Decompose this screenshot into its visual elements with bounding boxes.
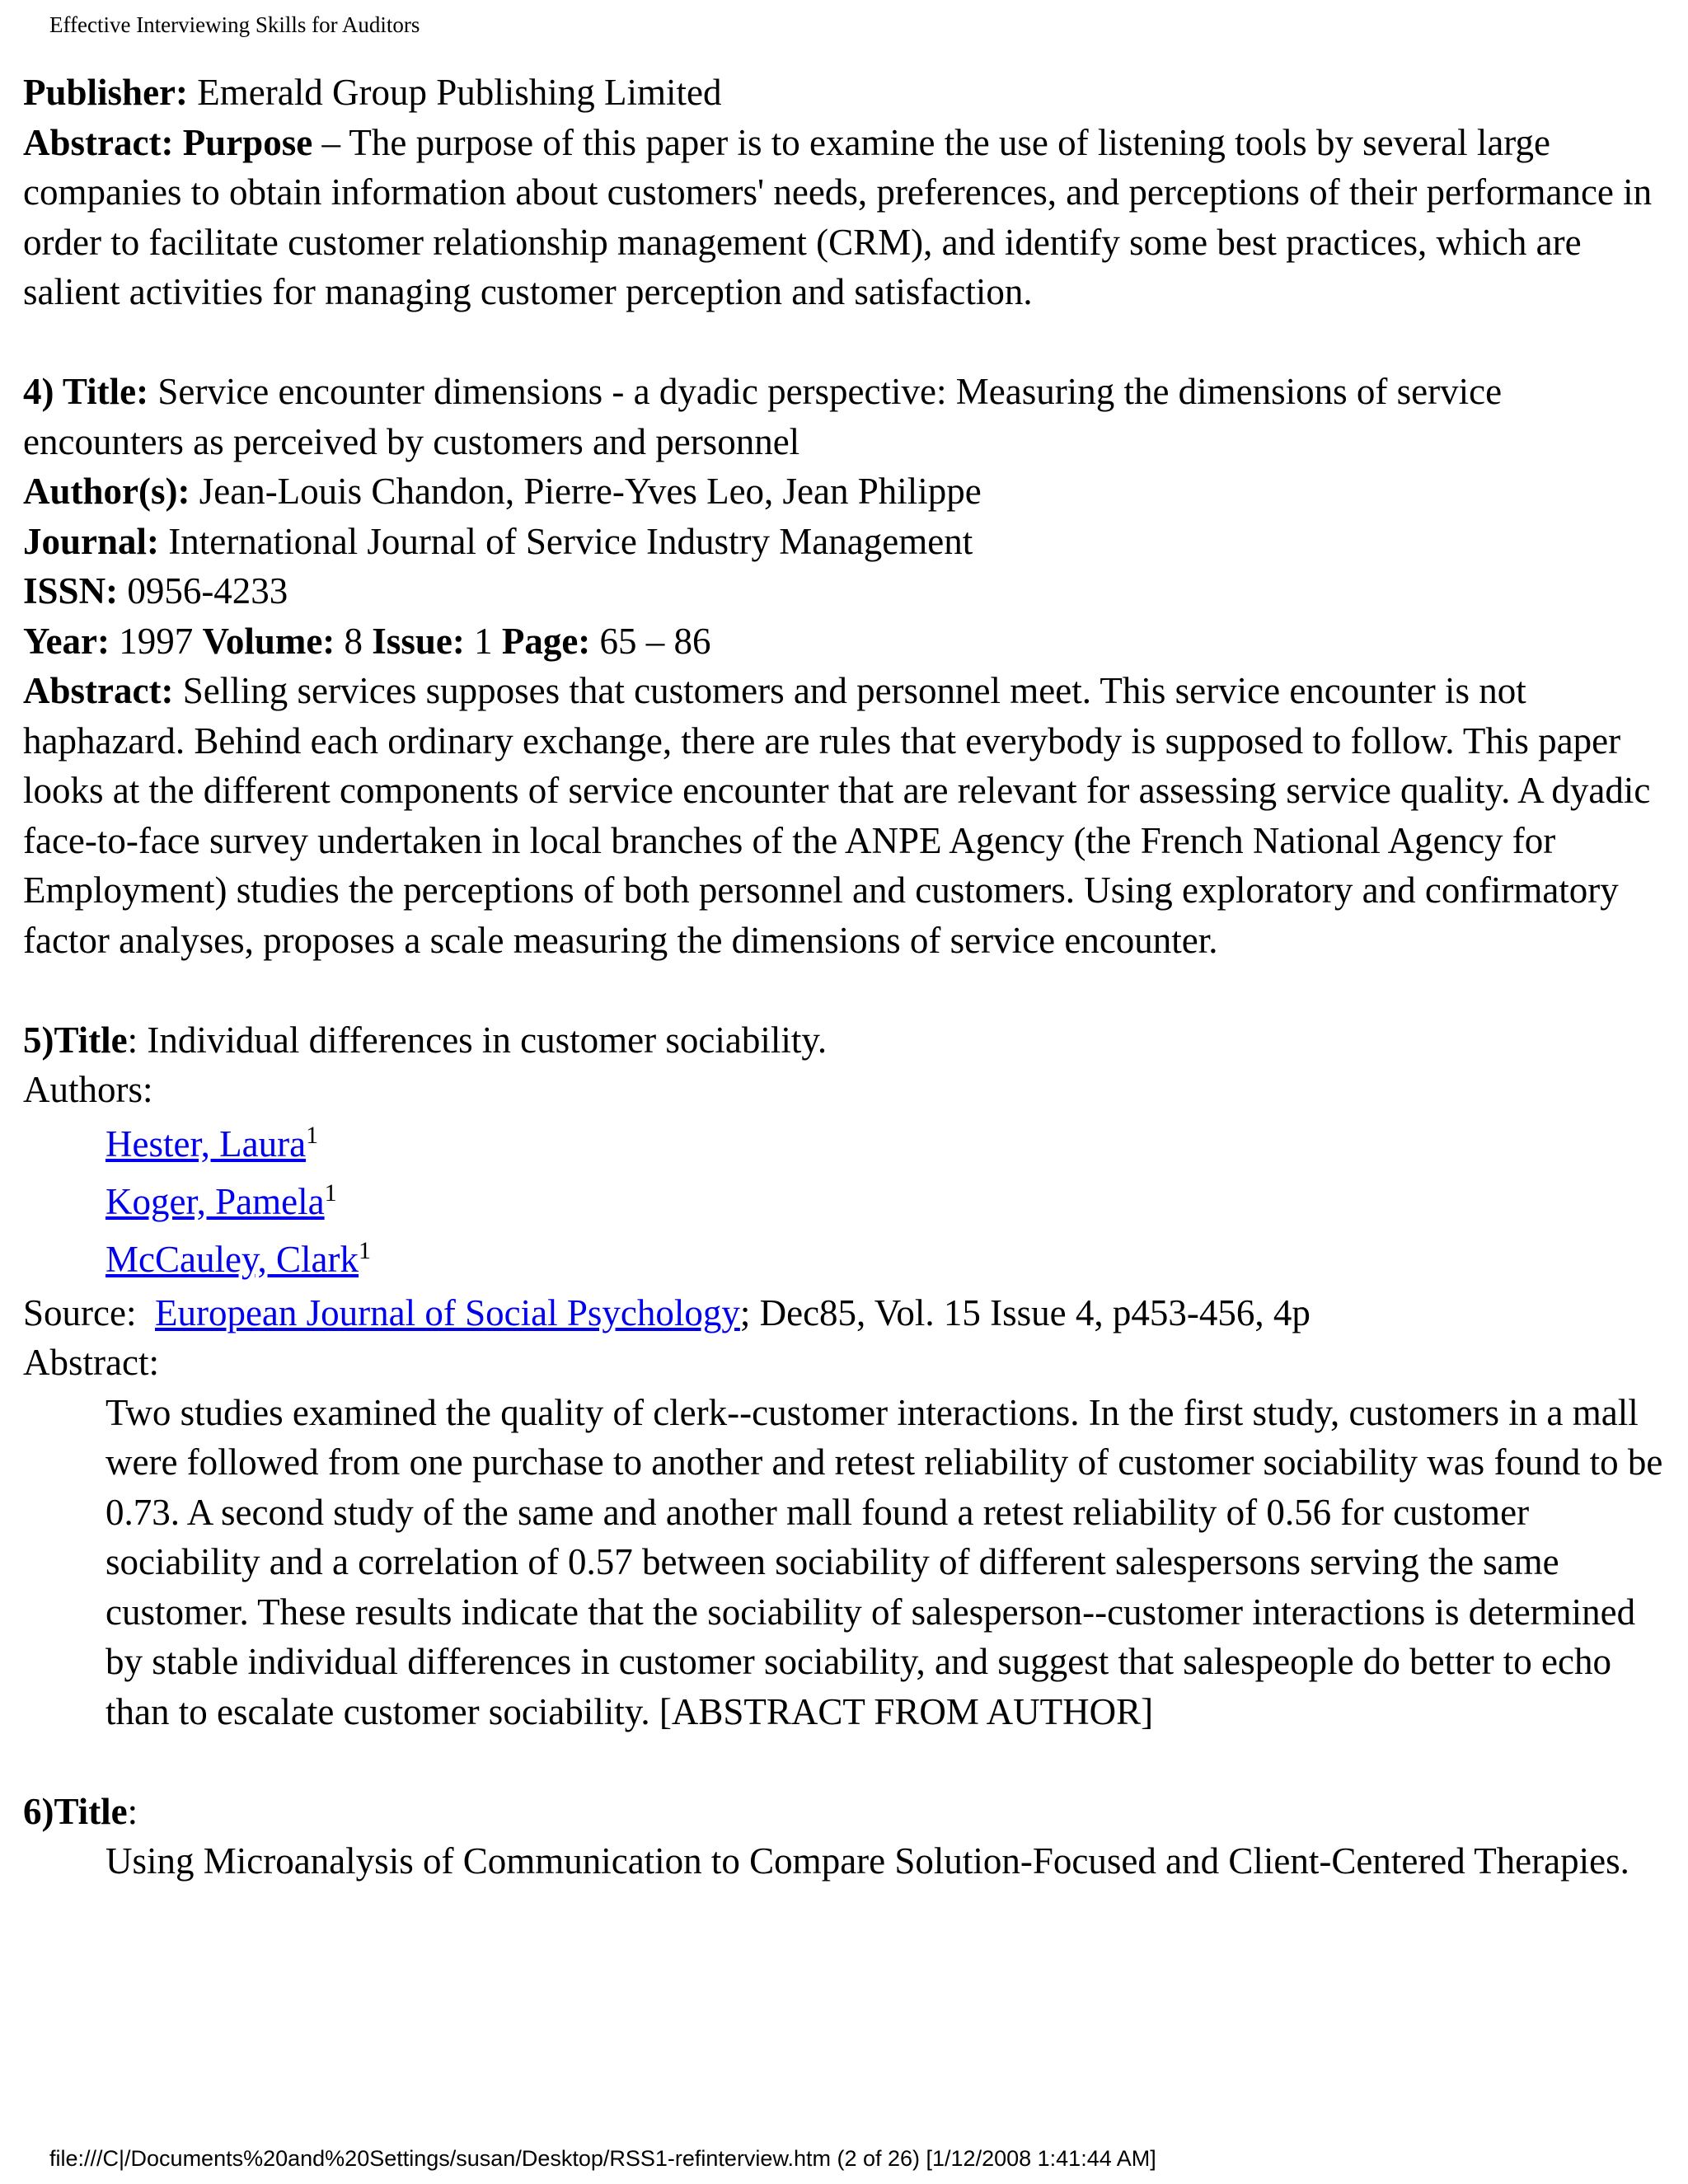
author-affiliation-sup: 1 <box>359 1236 372 1264</box>
author-link-mccauley[interactable]: McCauley, Clark <box>106 1238 359 1280</box>
abstract-text: Selling services supposes that customers and personnel meet. This service encounter is not haphazard. Behind each ordinary exchange, there are rules that everybody is supposed to follow. This paper looks at the different components of service encounter that are relevant for assessing service quality. A dyadic face-to-face survey undertaken in local branches of the ANPE Agency (the French National Agency for Employment) studies the perceptions of both personnel and customers. Using exploratory and confirmatory factor analyses, proposes a scale measuring the dimensions of service encounter. <box>23 670 1651 961</box>
page-value: 65 – 86 <box>599 620 711 662</box>
entry4-publication-info <box>23 616 1663 667</box>
page-label: Page: <box>501 620 591 662</box>
authors-value: Jean-Louis Chandon, Pierre-Yves Leo, Jean Philippe <box>199 471 982 512</box>
volume-value: 8 <box>344 620 363 662</box>
document-body <box>23 68 1663 1886</box>
entry5-abstract-label: Abstract: <box>23 1342 159 1383</box>
issue-value: 1 <box>474 620 493 662</box>
title-value: : Individual differences in customer sociability. <box>127 1019 828 1061</box>
abstract-label: Abstract: <box>23 670 174 711</box>
volume-label: Volume: <box>202 620 335 662</box>
list-item <box>106 1115 1663 1173</box>
entry4-issn <box>23 566 1663 616</box>
issn-value: 0956-4233 <box>127 570 288 612</box>
list-item <box>106 1230 1663 1288</box>
page-footer-url: file:///C|/Documents%20and%20Settings/susan/Desktop/RSS1-refinterview.htm (2 of 26) [1/12/2008 1:41:44 AM] <box>49 2146 1156 2171</box>
entry6-title <box>23 1787 1663 1837</box>
entry6-title-value: Using Microanalysis of Communication to Compare Solution-Focused and Client-Centered Therapies. <box>106 1840 1629 1882</box>
entry3-abstract <box>23 118 1663 317</box>
year-value: 1997 <box>119 620 194 662</box>
title-label: 6)Title <box>23 1790 128 1832</box>
abstract-purpose-label: Abstract: Purpose <box>23 121 313 163</box>
entry4-authors <box>23 466 1663 517</box>
author-link-koger[interactable]: Koger, Pamela <box>106 1180 325 1222</box>
publisher-label: Publisher: <box>23 72 189 113</box>
title-label: 4) Title: <box>23 371 149 412</box>
title-value: Service encounter dimensions - a dyadic perspective: Measuring the dimensions of service encounters as perceived by customers and personnel <box>23 371 1503 462</box>
entry4-abstract <box>23 666 1663 965</box>
page-header: Effective Interviewing Skills for Auditors <box>49 12 420 37</box>
year-label: Year: <box>23 620 110 662</box>
source-details: ; Dec85, Vol. 15 Issue 4, p453-456, 4p <box>739 1291 1311 1333</box>
issn-label: ISSN: <box>23 570 119 612</box>
entry5-source <box>23 1288 1663 1338</box>
title-label: 5)Title <box>23 1019 128 1061</box>
author-affiliation-sup: 1 <box>324 1179 337 1207</box>
source-label: Source: <box>23 1291 137 1333</box>
entry4-journal <box>23 517 1663 567</box>
abstract-text: – The purpose of this paper is to examine the use of listening tools by several large companies to obtain information about customers' needs, preferences, and perceptions of their performance in order to facilitate customer relationship management (CRM), and identify some best practices, which are salient activities for managing customer perception and satisfaction. <box>23 121 1653 312</box>
entry5-authors-label: Authors: <box>23 1069 153 1110</box>
title-colon: : <box>127 1790 138 1832</box>
entry5-abstract-text: Two studies examined the quality of clerk--customer interactions. In the first study, customers in a mall were followed from one purchase to another and retest reliability of customer sociability was found to be 0.73. A second study of the same and another mall found a retest reliability of 0.56 for customer sociability and a correlation of 0.57 between sociability of different salespersons serving the same customer. These results indicate that the sociability of salesperson--customer interactions is determined by stable individual differences in customer sociability, and suggest that salespeople do better to echo than to escalate customer sociability. [ABSTRACT FROM AUTHOR] <box>106 1391 1663 1732</box>
entry4-title <box>23 367 1663 466</box>
journal-label: Journal: <box>23 520 160 562</box>
issue-label: Issue: <box>372 620 465 662</box>
entry5-title <box>23 1015 1663 1066</box>
entry5-authors-list <box>23 1115 1663 1288</box>
publisher-value: Emerald Group Publishing Limited <box>197 72 722 113</box>
author-affiliation-sup: 1 <box>306 1121 319 1149</box>
list-item <box>106 1173 1663 1230</box>
journal-value: International Journal of Service Industry Management <box>168 520 973 562</box>
source-journal-link[interactable]: European Journal of Social Psychology <box>154 1291 740 1333</box>
author-link-hester[interactable]: Hester, Laura <box>106 1122 307 1165</box>
entry3-publisher <box>23 68 1663 118</box>
authors-label: Author(s): <box>23 471 190 512</box>
